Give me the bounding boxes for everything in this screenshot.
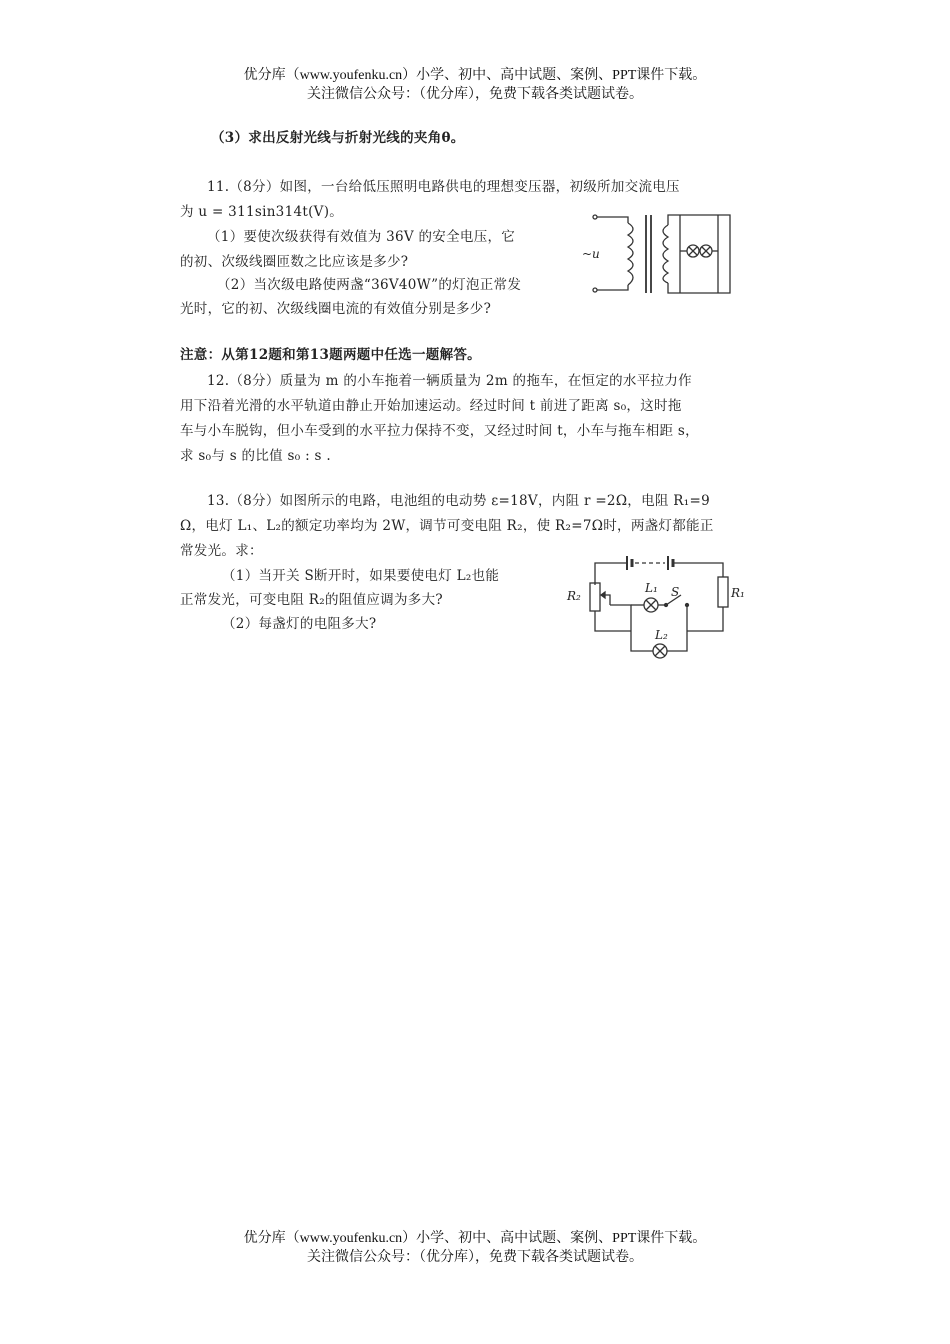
transformer-figure (580, 205, 740, 295)
q10-part3-text: （3）求出反射光线与折射光线的夹角θ。 (211, 130, 465, 146)
r2-resistor (590, 583, 600, 611)
q13-line5: 正常发光，可变电阻 R₂的阻值应调为多大? (180, 592, 443, 608)
r2-slider-arrow (601, 592, 605, 598)
q13-line3: 常发光。求： (180, 543, 263, 559)
secondary-coil (663, 225, 668, 283)
wire-top-right (673, 563, 723, 577)
note-text: 注意：从第12题和第13题两题中任选一题解答。 (180, 347, 481, 363)
footer-line-2: 关注微信公众号：（优分库），免费下载各类试题试卷。 (307, 1250, 643, 1265)
wire-slider-junction (610, 605, 631, 631)
wire-right-bottom (687, 607, 723, 631)
wire-l2-right (667, 631, 687, 651)
q11-line5: （2）当次级电路使两盏“36V40W”的灯泡正常发 (217, 277, 522, 293)
q11-line1: 11.（8分）如图，一台给低压照明电路供电的理想变压器，初级所加交流电压 (207, 179, 680, 195)
source-label: ~u (582, 247, 600, 261)
q11-line3: （1）要使次级获得有效值为 36V 的安全电压，它 (207, 229, 516, 245)
question-12 (180, 368, 780, 472)
label-s: S (671, 585, 680, 599)
q11-line6: 光时，它的初、次级线圈电流的有效值分别是多少? (180, 301, 492, 317)
header-line-1: 优分库（www.youfenku.cn）小学、初中、高中试题、案例、PPT课件下载。 (243, 68, 707, 83)
q12-line4: 求 s₀与 s 的比值 s₀ : s . (180, 448, 331, 464)
q13-line1: 13.（8分）如图所示的电路，电池组的电动势 ε=18V，内阻 r =2Ω，电阻 R₁=9 (207, 493, 710, 509)
q12-line3: 车与小车脱钩，但小车受到的水平拉力保持不变，又经过时间 t，小车与拖车相距 s， (180, 423, 699, 439)
wire-left-bottom (595, 611, 631, 631)
q11-line4: 的初、次级线圈匝数之比应该是多少? (180, 254, 409, 270)
secondary-circuit (668, 215, 730, 293)
wire-top-left (595, 563, 627, 585)
q12-line1: 12.（8分）质量为 m 的小车拖着一辆质量为 2m 的拖车，在恒定的水平拉力作 (207, 373, 692, 389)
circuit-figure (565, 545, 755, 663)
label-l1: L₁ (645, 581, 658, 595)
label-r2: R₂ (567, 589, 581, 603)
header-line-2: 关注微信公众号：（优分库），免费下载各类试题试卷。 (307, 87, 643, 102)
primary-bottom-wire (597, 285, 628, 290)
footer-line-1: 优分库（www.youfenku.cn）小学、初中、高中试题、案例、PPT课件下载。 (243, 1231, 707, 1246)
wire-l2-left (631, 631, 653, 651)
label-r1: R₁ (731, 586, 745, 600)
terminal-top (593, 215, 597, 219)
primary-top-wire (597, 217, 628, 223)
q13-line6: （2）每盏灯的电阻多大? (222, 616, 377, 632)
label-l2: L₂ (655, 628, 668, 642)
r1-resistor (718, 577, 728, 607)
q12-line2: 用下沿着光滑的水平轨道由静止开始加速运动。经过时间 t 前进了距离 s₀，这时拖 (180, 398, 682, 414)
terminal-bottom (593, 288, 597, 292)
q13-line2: Ω，电灯 L₁、L₂的额定功率均为 2W，调节可变电阻 R₂，使 R₂=7Ω时，两盏灯都能正 (180, 518, 714, 534)
q11-line2: 为 u = 311sin314t(V)。 (180, 204, 344, 220)
primary-coil (628, 223, 633, 285)
q13-line4: （1）当开关 S断开时，如果要使电灯 L₂也能 (222, 568, 500, 584)
